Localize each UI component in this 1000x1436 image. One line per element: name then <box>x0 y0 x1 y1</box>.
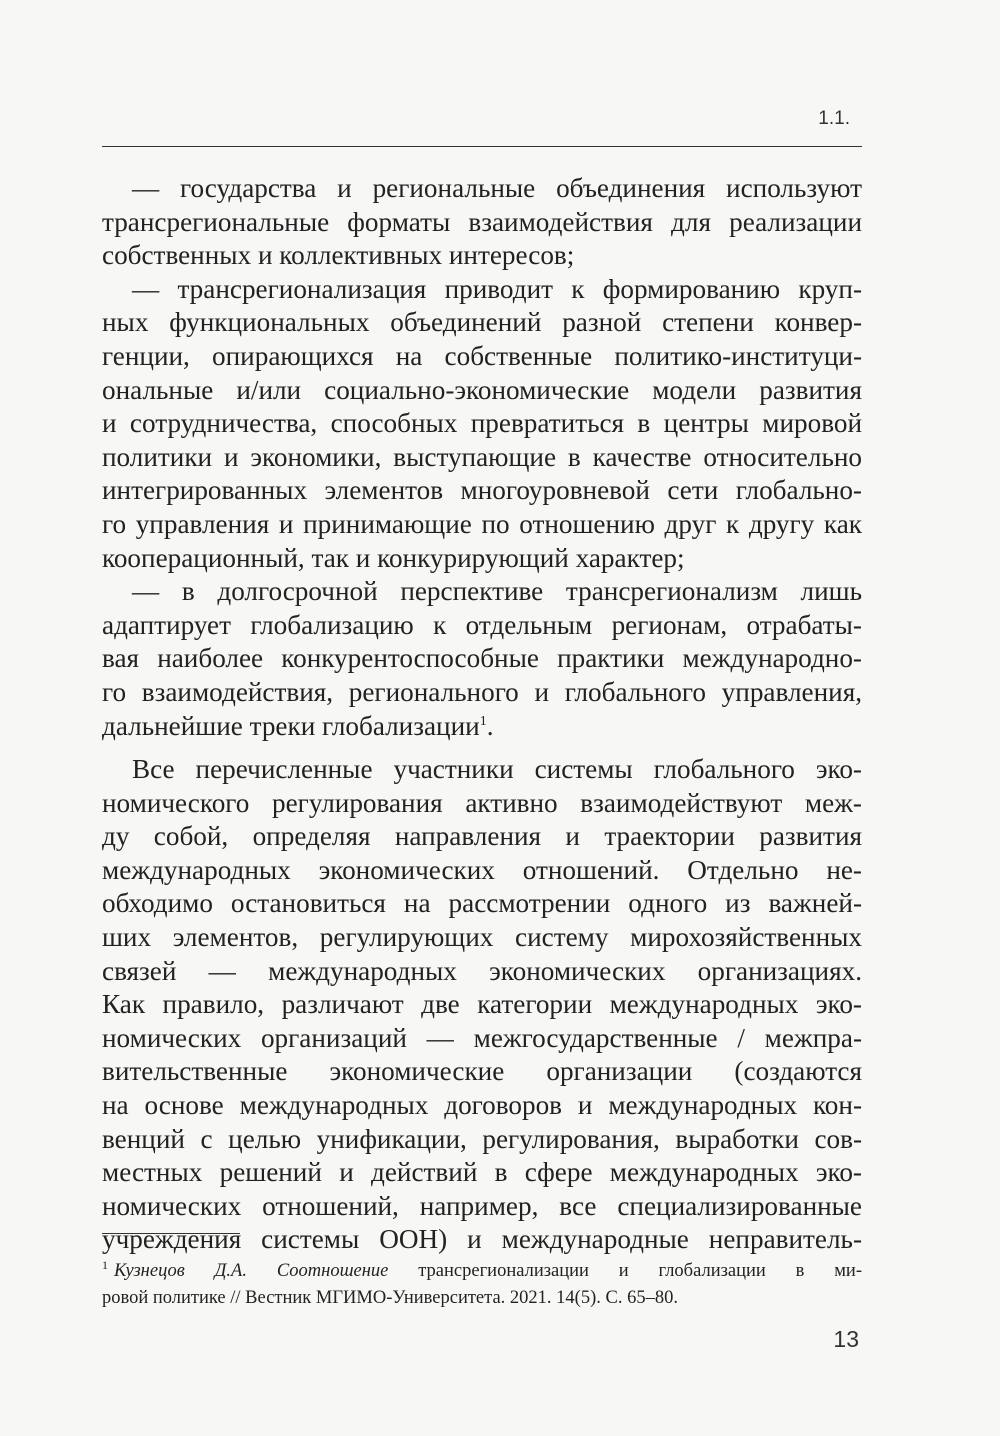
text-line: номического регулирования активно взаимодействуют меж- <box>102 787 862 818</box>
text-line: го управления и принимающие по отношению друг к другу как <box>102 508 862 539</box>
page-number: 13 <box>833 1326 859 1352</box>
text-line: номических отношений, например, все специализированные <box>102 1190 862 1221</box>
text-line: международных экономических отношений. Отдельно не- <box>102 854 862 885</box>
text-line: Как правило, различают две категории международных эко- <box>102 989 862 1020</box>
text-line: Все перечисленные участники системы глобального эко- <box>132 754 862 785</box>
text-line-content: дальнейшие треки глобализации <box>102 710 480 741</box>
text-line: го взаимодействия, регионального и глобального управления, <box>102 676 862 707</box>
text-line: собственных и коллективных интересов; <box>102 240 575 271</box>
text-line: трансрегиональные форматы взаимодействия для реализации <box>102 206 862 237</box>
text-line: — в долгосрочной перспективе трансрегионализм лишь <box>132 576 862 607</box>
text-line <box>102 710 862 744</box>
text-line: номических организаций — межгосударственные / межпра- <box>102 1022 862 1053</box>
text-line: на основе международных договоров и международных кон- <box>102 1090 862 1121</box>
body-text <box>102 172 862 1257</box>
section-number: 1.1. <box>818 108 850 129</box>
text-line: венций с целью унификации, регулирования, выработки сов- <box>102 1123 862 1154</box>
text-line: связей — международных экономических организациях. <box>102 955 862 986</box>
text-line: местных решений и действий в сфере международных эко- <box>102 1157 862 1188</box>
footnote-citation-author: Кузнецов Д.А. Соотношение <box>114 1261 389 1281</box>
footnote-divider <box>102 1233 240 1234</box>
footnote-line: ровой политике // Вестник МГИМО-Университета. 2021. 14(5). С. 65–80. <box>102 1288 678 1308</box>
text-line: генции, опирающихся на собственные политико-институци- <box>102 340 862 371</box>
text-line: учреждения системы ООН) и международные неправитель- <box>102 1224 862 1255</box>
text-line: — государства и региональные объединения используют <box>132 173 862 203</box>
text-line: адаптирует глобализацию к отдельным регионам, отрабаты- <box>102 609 862 640</box>
text-line: ных функциональных объединений разной степени конвер- <box>102 307 862 338</box>
text-line: кооперационный, так и конкурирующий характер; <box>102 542 685 573</box>
text-line: вительственные экономические организации (создаются <box>102 1056 862 1087</box>
footnote-text: трансрегионализации и глобализации в ми- <box>388 1261 862 1281</box>
running-header <box>102 102 862 147</box>
text-line: интегрированных элементов многоуровневой сети глобально- <box>102 475 862 506</box>
paragraph-gap <box>102 743 862 753</box>
text-line: — трансрегионализация приводит к формированию круп- <box>132 273 862 304</box>
footnote-reference: 1 <box>479 713 487 729</box>
footnote-line <box>102 1258 862 1285</box>
footnote-mark: 1 <box>102 1257 108 1272</box>
text-line: ших элементов, регулирующих систему мирохозяйственных <box>102 922 862 953</box>
text-line: обходимо остановиться на рассмотрении одного из важней- <box>102 888 862 919</box>
sentence-end: . <box>486 710 494 741</box>
text-line: ональные и/или социально-экономические модели развития <box>102 374 862 405</box>
text-line: вая наиболее конкурентоспособные практики международно- <box>102 643 862 674</box>
footnote <box>102 1258 862 1312</box>
text-line: ду собой, определяя направления и траектории развития <box>102 821 862 852</box>
text-line: политики и экономики, выступающие в качестве относительно <box>102 441 862 472</box>
text-line: и сотрудничества, способных превратиться в центры мировой <box>102 408 862 439</box>
